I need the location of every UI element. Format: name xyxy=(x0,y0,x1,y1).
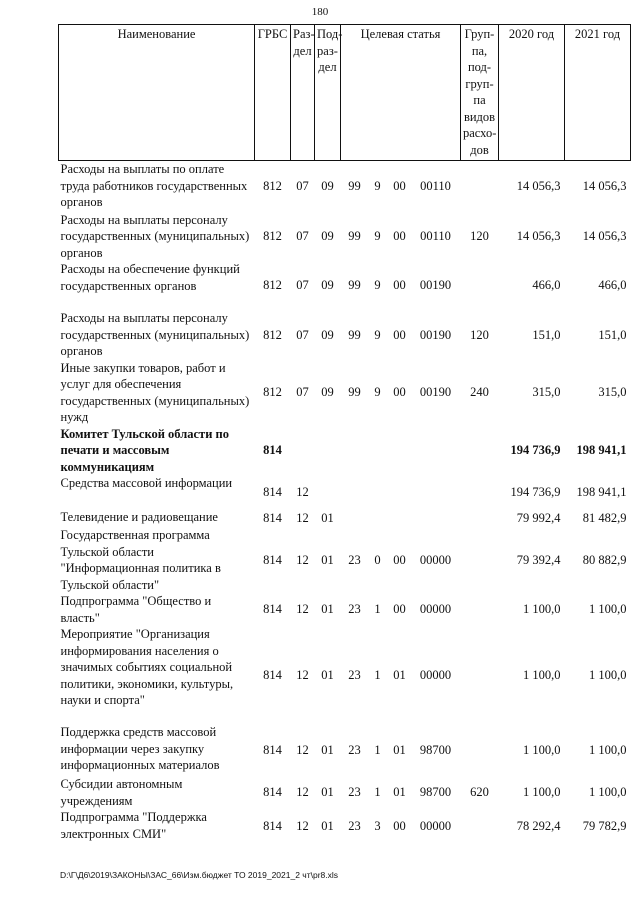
row-group: 620 xyxy=(470,785,489,800)
row-name: Средства массовой информации xyxy=(60,476,233,490)
row-name: Комитет Тульской области по печати и массовым коммуникациям xyxy=(60,426,229,474)
header-name: Наименование xyxy=(59,25,255,161)
row-2021: 466,0 xyxy=(598,278,627,293)
row-name: Расходы на выплаты по оплате труда работников государственных органов xyxy=(60,162,248,209)
target-article-part: 00110 xyxy=(420,179,451,193)
row-group xyxy=(461,626,499,724)
header-group: Груп- па, под- груп- па видов расхо- дов xyxy=(461,25,499,161)
row-name: Подпрограмма "Поддержка электронных СМИ" xyxy=(60,810,207,841)
row-2020: 78 292,4 xyxy=(516,818,561,833)
target-article-part: 00 xyxy=(393,229,406,243)
target-article-part: 98700 xyxy=(419,785,452,800)
row-2020: 14 056,3 xyxy=(516,179,561,193)
row-razdel: 07 xyxy=(296,179,309,193)
row-2020: 14 056,3 xyxy=(516,229,561,243)
table-row xyxy=(59,475,631,509)
row-2020: 194 736,9 xyxy=(510,443,561,457)
row-grbs: 814 xyxy=(263,742,282,757)
row-target-article xyxy=(341,724,461,776)
table-row xyxy=(59,426,631,476)
row-2021: 79 782,9 xyxy=(582,818,627,833)
target-article-part: 00000 xyxy=(419,667,452,682)
row-podrazdel: 01 xyxy=(321,742,334,757)
row-podrazdel: 01 xyxy=(321,510,334,525)
row-grbs: 814 xyxy=(263,602,282,617)
row-2021: 14 056,3 xyxy=(582,179,627,193)
row-podrazdel: 01 xyxy=(321,667,334,682)
target-article-part: 01 xyxy=(393,785,406,800)
row-2020: 1 100,0 xyxy=(523,785,561,800)
target-article-part: 99 xyxy=(348,229,361,243)
row-target-article xyxy=(341,809,461,843)
table-row xyxy=(59,212,631,262)
row-podrazdel: 01 xyxy=(321,818,334,833)
target-article-part: 00 xyxy=(393,385,406,400)
target-article-part: 23 xyxy=(348,785,361,800)
row-2020: 315,0 xyxy=(532,385,561,400)
row-target-article xyxy=(341,776,461,809)
table-body xyxy=(59,161,631,844)
target-article-part: 00 xyxy=(393,278,406,293)
row-group xyxy=(461,527,499,593)
row-2020: 1 100,0 xyxy=(523,742,561,757)
row-2021: 80 882,9 xyxy=(582,552,627,567)
row-razdel: 07 xyxy=(296,385,309,400)
row-2021: 81 482,9 xyxy=(582,510,627,525)
row-grbs: 814 xyxy=(263,818,282,833)
target-article-part: 98700 xyxy=(419,742,452,757)
row-target-article xyxy=(341,593,461,626)
row-grbs: 812 xyxy=(263,327,282,342)
row-target-article xyxy=(341,261,461,310)
target-article-part: 3 xyxy=(374,818,381,833)
row-grbs: 814 xyxy=(263,484,282,499)
row-name: Субсидии автономным учреждениям xyxy=(60,777,183,808)
table-row xyxy=(59,310,631,360)
row-2020: 79 392,4 xyxy=(516,552,561,567)
row-name: Государственная программа Тульской области "Информационная политика в Тульской области" xyxy=(60,528,221,592)
target-article-part: 9 xyxy=(374,385,381,400)
table-row xyxy=(59,509,631,527)
target-article-part: 9 xyxy=(374,229,381,243)
target-article-part: 99 xyxy=(348,385,361,400)
target-article-part: 1 xyxy=(374,785,381,800)
target-article-part: 99 xyxy=(348,179,361,193)
row-target-article xyxy=(341,360,461,426)
budget-table xyxy=(58,24,631,843)
row-2021: 14 056,3 xyxy=(582,229,627,243)
target-article-part: 00 xyxy=(393,552,406,567)
row-target-article xyxy=(341,212,461,262)
target-article-part: 00000 xyxy=(419,818,452,833)
header-razdel: Раз- дел xyxy=(291,25,315,161)
row-grbs: 814 xyxy=(263,552,282,567)
header-grbs: ГРБС xyxy=(255,25,291,161)
target-article-part: 00 xyxy=(393,818,406,833)
table-row xyxy=(59,809,631,843)
row-2020: 466,0 xyxy=(532,278,561,293)
table-row xyxy=(59,261,631,310)
row-name: Подпрограмма "Общество и власть" xyxy=(60,594,212,625)
row-group: 120 xyxy=(470,229,489,243)
row-name: Расходы на выплаты персоналу государственных (муниципальных) органов xyxy=(60,212,250,260)
header-podrazdel: Под- раз- дел xyxy=(315,25,341,161)
row-podrazdel: 09 xyxy=(321,327,334,342)
row-grbs: 812 xyxy=(263,278,282,293)
target-article-part: 23 xyxy=(348,742,361,757)
row-razdel: 12 xyxy=(296,785,309,800)
row-razdel: 07 xyxy=(296,229,309,243)
table-row xyxy=(59,626,631,724)
table-row xyxy=(59,161,631,212)
row-name: Поддержка средств массовой информации через закупку информационных материалов xyxy=(60,725,220,772)
file-path-footer: D:\Г\Д6\2019\ЗАКОНЫ\ЗАС_66\Изм.бюджет ТО 2019_2021_2 чт\pr8.xls xyxy=(60,870,339,880)
row-group xyxy=(461,724,499,776)
target-article-part: 23 xyxy=(348,818,361,833)
row-group xyxy=(461,509,499,527)
row-razdel: 12 xyxy=(296,484,309,499)
row-grbs: 814 xyxy=(263,785,282,800)
row-podrazdel: 09 xyxy=(321,179,334,193)
row-podrazdel: 01 xyxy=(321,785,334,800)
target-article-part: 0 xyxy=(374,552,381,567)
row-grbs: 814 xyxy=(263,510,282,525)
row-target-article xyxy=(341,310,461,360)
row-2020: 79 992,4 xyxy=(516,510,561,525)
row-razdel: 07 xyxy=(296,327,309,342)
table-row xyxy=(59,593,631,626)
table-row xyxy=(59,724,631,776)
row-2021: 151,0 xyxy=(598,327,627,342)
target-article-part: 00 xyxy=(393,602,406,617)
row-2021: 198 941,1 xyxy=(576,484,627,499)
table-row xyxy=(59,776,631,809)
target-article-part: 00110 xyxy=(420,229,451,243)
target-article-part: 23 xyxy=(348,602,361,617)
row-2021: 1 100,0 xyxy=(589,785,627,800)
row-group xyxy=(461,475,499,509)
header-target: Целевая статья xyxy=(341,25,461,161)
header-2021: 2021 год xyxy=(565,25,631,161)
row-2021: 1 100,0 xyxy=(589,602,627,617)
target-article-part: 00000 xyxy=(419,602,452,617)
target-article-part: 1 xyxy=(374,742,381,757)
row-2021: 1 100,0 xyxy=(589,667,627,682)
row-group xyxy=(461,809,499,843)
row-2021: 315,0 xyxy=(598,385,627,400)
target-article-part: 99 xyxy=(348,278,361,293)
row-podrazdel xyxy=(315,475,341,509)
row-name: Телевидение и радиовещание xyxy=(60,510,218,524)
row-group xyxy=(461,261,499,310)
row-name: Расходы на выплаты персоналу государственных (муниципальных) органов xyxy=(60,311,250,358)
row-group xyxy=(461,426,499,476)
header-row xyxy=(59,25,631,161)
row-name: Расходы на обеспечение функций государственных органов xyxy=(60,262,240,293)
row-2020: 1 100,0 xyxy=(523,602,561,617)
target-article-part: 1 xyxy=(374,667,381,682)
row-name: Мероприятие "Организация информирования населения о значимых событиях социальной политики, экономики, культуры, науки и спорта" xyxy=(60,627,234,707)
row-2021: 1 100,0 xyxy=(589,742,627,757)
row-podrazdel: 01 xyxy=(321,602,334,617)
target-article-part: 23 xyxy=(348,667,361,682)
target-article-part: 9 xyxy=(374,327,381,342)
row-group: 120 xyxy=(470,327,489,342)
row-group: 240 xyxy=(470,385,489,400)
row-grbs: 812 xyxy=(263,385,282,400)
row-2021: 198 941,1 xyxy=(576,443,627,457)
target-article-part: 01 xyxy=(393,742,406,757)
row-podrazdel: 09 xyxy=(321,229,334,243)
target-article-part: 00 xyxy=(393,327,406,342)
row-razdel: 12 xyxy=(296,742,309,757)
row-podrazdel: 09 xyxy=(321,385,334,400)
page-number: 180 xyxy=(311,6,329,18)
target-article-part: 00000 xyxy=(419,552,452,567)
row-grbs: 814 xyxy=(263,443,282,457)
row-grbs: 812 xyxy=(263,179,282,193)
row-target-article xyxy=(341,527,461,593)
target-article-part: 01 xyxy=(393,667,406,682)
row-razdel: 12 xyxy=(296,552,309,567)
target-article-part: 00190 xyxy=(419,385,452,400)
row-group xyxy=(461,161,499,212)
target-article-part: 00190 xyxy=(419,278,452,293)
row-podrazdel xyxy=(315,426,341,476)
target-article-part: 9 xyxy=(374,179,381,193)
target-article-part: 23 xyxy=(348,552,361,567)
row-2020: 151,0 xyxy=(532,327,561,342)
row-grbs: 812 xyxy=(263,229,282,243)
target-article-part: 1 xyxy=(374,602,381,617)
row-podrazdel: 09 xyxy=(321,278,334,293)
target-article-part: 99 xyxy=(348,327,361,342)
row-razdel: 12 xyxy=(296,667,309,682)
table-row xyxy=(59,527,631,593)
row-2020: 1 100,0 xyxy=(523,667,561,682)
row-grbs: 814 xyxy=(263,667,282,682)
row-target-article xyxy=(341,509,461,527)
row-2020: 194 736,9 xyxy=(510,484,561,499)
header-2020: 2020 год xyxy=(499,25,565,161)
row-target-article xyxy=(341,626,461,724)
target-article-part: 9 xyxy=(374,278,381,293)
target-article-part: 00 xyxy=(393,179,406,193)
target-article-part: 00190 xyxy=(419,327,452,342)
row-razdel: 12 xyxy=(296,510,309,525)
row-group xyxy=(461,593,499,626)
row-razdel xyxy=(291,426,315,476)
row-razdel: 12 xyxy=(296,602,309,617)
table-row xyxy=(59,360,631,426)
row-name: Иные закупки товаров, работ и услуг для обеспечения государственных (муниципальных) нужд xyxy=(60,360,250,424)
row-target-article xyxy=(341,475,461,509)
row-target-article xyxy=(341,161,461,212)
row-podrazdel: 01 xyxy=(321,552,334,567)
row-razdel: 12 xyxy=(296,818,309,833)
row-target-article xyxy=(341,426,461,476)
row-razdel: 07 xyxy=(296,278,309,293)
